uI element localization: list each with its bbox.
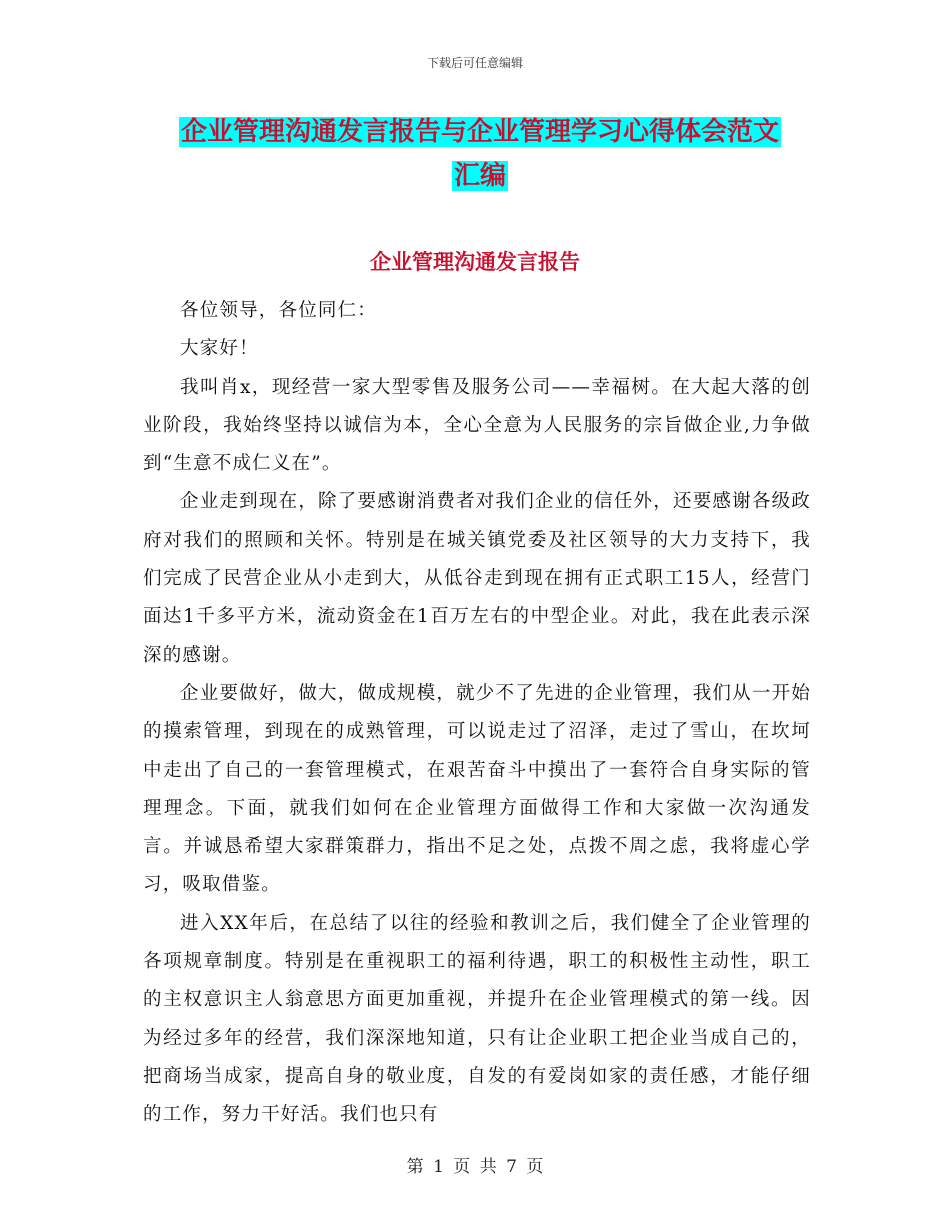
paragraph-salutation: 各位领导，各位同仁：	[180, 300, 378, 321]
header-note: 下载后可任意编辑	[426, 56, 523, 70]
document-title-line-1: 企业管理沟通发言报告与企业管理学习心得体会范文	[180, 117, 779, 147]
page-footer: 第 1 页 共 7 页	[406, 1157, 544, 1177]
paragraph: 企业要做好，做大，做成规模，就少不了先进的企业管理，我们从一开始的摸索管理，到现在的成熟管理，可以说走过了沼泽，走过了雪山，在坎坷中走出了自己的一套管理模式，在艰苦奋斗中摸出了一套符合自身实际的管理理念。下面，就我们如何在企业管理方面做得工作和大家做一次沟通发言。并诚恳希望大家群策群力，指出不足之处，点拨不周之虑，我将虚心学习，吸取借鉴。	[143, 682, 811, 896]
paragraph: 我叫肖x，现经营一家大型零售及服务公司——幸福树。在大起大落的创业阶段，我始终坚持以诚信为本，全心全意为人民服务的宗旨做企业,力争做到“生意不成仁义在”。	[143, 376, 811, 475]
section-title: 企业管理沟通发言报告	[370, 250, 580, 274]
paragraph: 进入XX年后，在总结了以往的经验和教训之后，我们健全了企业管理的各项规章制度。特别是在重视职工的福利待遇，职工的积极性主动性，职工的主权意识主人翁意思方面更加重视，并提升在企业管理模式的第一线。因为经过多年的经营，我们深深地知道，只有让企业职工把企业当成自己的，把商场当成家，提高自身的敬业度，自发的有爱岗如家的责任感，才能仔细的工作，努力干好活。我们也只有	[143, 912, 811, 1126]
document-title-line-2: 汇编	[453, 161, 506, 191]
body-text	[143, 292, 811, 1135]
paragraph-greeting: 大家好！	[180, 338, 259, 360]
paragraph: 企业走到现在，除了要感谢消费者对我们企业的信任外，还要感谢各级政府对我们的照顾和关怀。特别是在城关镇党委及社区领导的大力支持下，我们完成了民营企业从小走到大，从低谷走到现在拥有正式职工15人，经营门面达1千多平方米，流动资金在1百万左右的中型企业。对此，我在此表示深深的感谢。	[143, 491, 811, 666]
document-title	[140, 110, 820, 198]
